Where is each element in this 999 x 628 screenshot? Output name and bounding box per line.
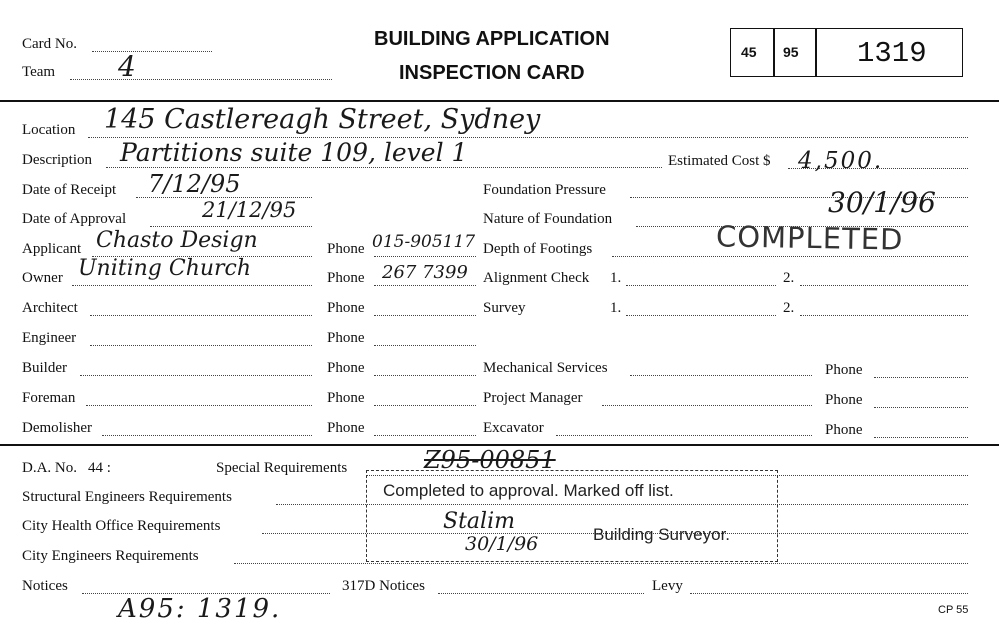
team-dots [70, 79, 332, 80]
alignment-num-2: 2. [783, 270, 795, 286]
owner-dots [72, 285, 312, 286]
owner-label: Owner [22, 270, 63, 286]
special-req-label: Special Requirements [216, 460, 348, 476]
form-title-line2: INSPECTION CARD [399, 62, 585, 84]
structural-req-label: Structural Engineers Requirements [22, 489, 232, 505]
engineer-phone-dots [374, 345, 476, 346]
alignment-check-label: Alignment Check [483, 270, 590, 286]
date-approval-dots [150, 226, 312, 227]
da-no-value: 44 : [88, 460, 111, 476]
excavator-label: Excavator [483, 420, 544, 436]
completed-stamp: COMPLETED [715, 219, 904, 257]
city-engineers-req-label: City Engineers Requirements [22, 548, 199, 564]
code-a: 45 [741, 44, 757, 60]
builder-phone-dots [374, 375, 476, 376]
depth-footings-label: Depth of Footings [483, 241, 593, 257]
survey-1-dots [626, 315, 776, 316]
project-manager-phone-label: Phone [825, 392, 863, 408]
mechanical-phone-label: Phone [825, 362, 863, 378]
engineer-label: Engineer [22, 330, 77, 346]
date-approval-label: Date of Approval [22, 211, 127, 227]
owner-phone-label: Phone [327, 270, 365, 286]
approval-stamp-text: Completed to approval. Marked off list. [383, 481, 674, 500]
special-req-value: Z95-00851 [424, 446, 556, 474]
foreman-dots [86, 405, 312, 406]
alignment-num-1: 1. [610, 270, 622, 286]
survey-num-2: 2. [783, 300, 795, 316]
project-manager-dots [602, 405, 812, 406]
applicant-value: Chasto Design [96, 228, 258, 253]
architect-label: Architect [22, 300, 78, 316]
owner-phone-value: 267 7399 [382, 262, 468, 283]
foreman-label: Foreman [22, 390, 76, 406]
nature-foundation-label: Nature of Foundation [483, 211, 613, 227]
card-number-box [730, 28, 963, 77]
demolisher-phone-dots [374, 435, 476, 436]
excavator-phone-label: Phone [825, 422, 863, 438]
foreman-phone-dots [374, 405, 476, 406]
levy-label: Levy [652, 578, 683, 594]
card-number: 1319 [857, 37, 927, 70]
description-value: Partitions suite 109, level 1 [120, 138, 468, 167]
demolisher-label: Demolisher [22, 420, 92, 436]
depth-footings-dots [612, 256, 968, 257]
applicant-phone-label: Phone [327, 241, 365, 257]
description-dots [106, 167, 662, 168]
approval-stamp-box [366, 470, 778, 562]
owner-value: Uniting Church [78, 256, 252, 281]
applicant-phone-dots [374, 256, 476, 257]
description-label: Description [22, 152, 92, 168]
demolisher-phone-label: Phone [327, 420, 365, 436]
architect-phone-label: Phone [327, 300, 365, 316]
mechanical-dots [630, 375, 812, 376]
survey-num-1: 1. [610, 300, 622, 316]
da-no-label: D.A. No. [22, 460, 77, 476]
location-label: Location [22, 122, 76, 138]
project-manager-label: Project Manager [483, 390, 583, 406]
form-code: CP 55 [938, 604, 969, 616]
alignment-1-dots [626, 285, 776, 286]
card-no-label: Card No. [22, 36, 77, 52]
notices-label: Notices [22, 578, 68, 594]
bottom-note: A95: 1319. [118, 594, 282, 624]
levy-dots [690, 593, 968, 594]
demolisher-dots [102, 435, 312, 436]
estimated-cost-label: Estimated Cost $ [668, 153, 771, 169]
notices-317d-label: 317D Notices [342, 578, 425, 594]
architect-phone-dots [374, 315, 476, 316]
header-divider [0, 100, 999, 102]
foreman-phone-label: Phone [327, 390, 365, 406]
builder-dots [80, 375, 312, 376]
completion-date-value: 30/1/96 [828, 186, 936, 219]
notices-317d-dots [438, 593, 644, 594]
foundation-pressure-label: Foundation Pressure [483, 182, 606, 198]
excavator-phone-dots [874, 437, 968, 438]
architect-dots [90, 315, 312, 316]
estimated-cost-value: 4,500. [798, 148, 884, 174]
survey-label: Survey [483, 300, 526, 316]
health-req-label: City Health Office Requirements [22, 518, 221, 534]
alignment-2-dots [800, 285, 968, 286]
date-receipt-label: Date of Receipt [22, 182, 117, 198]
excavator-dots [556, 435, 812, 436]
city-engineers-req-dots [234, 563, 968, 564]
project-manager-phone-dots [874, 407, 968, 408]
location-value: 145 Castlereagh Street, Sydney [104, 104, 541, 135]
builder-phone-label: Phone [327, 360, 365, 376]
applicant-label: Applicant [22, 241, 82, 257]
team-value: 4 [118, 50, 136, 83]
code-b: 95 [783, 44, 799, 60]
date-approval-value: 21/12/95 [202, 198, 297, 222]
mechanical-label: Mechanical Services [483, 360, 608, 376]
engineer-dots [90, 345, 312, 346]
engineer-phone-label: Phone [327, 330, 365, 346]
applicant-phone-value: 015-905117 [372, 232, 476, 252]
team-label: Team [22, 64, 56, 80]
survey-2-dots [800, 315, 968, 316]
stamp-role: Building Surveyor. [593, 525, 731, 544]
mechanical-phone-dots [874, 377, 968, 378]
date-receipt-value: 7/12/95 [148, 170, 241, 198]
builder-label: Builder [22, 360, 67, 376]
stamp-date: 30/1/96 [465, 533, 539, 555]
form-title-line1: BUILDING APPLICATION [374, 28, 610, 50]
surveyor-signature: Stalim [443, 509, 515, 534]
card-no-dots [92, 51, 212, 52]
owner-phone-dots [374, 285, 476, 286]
